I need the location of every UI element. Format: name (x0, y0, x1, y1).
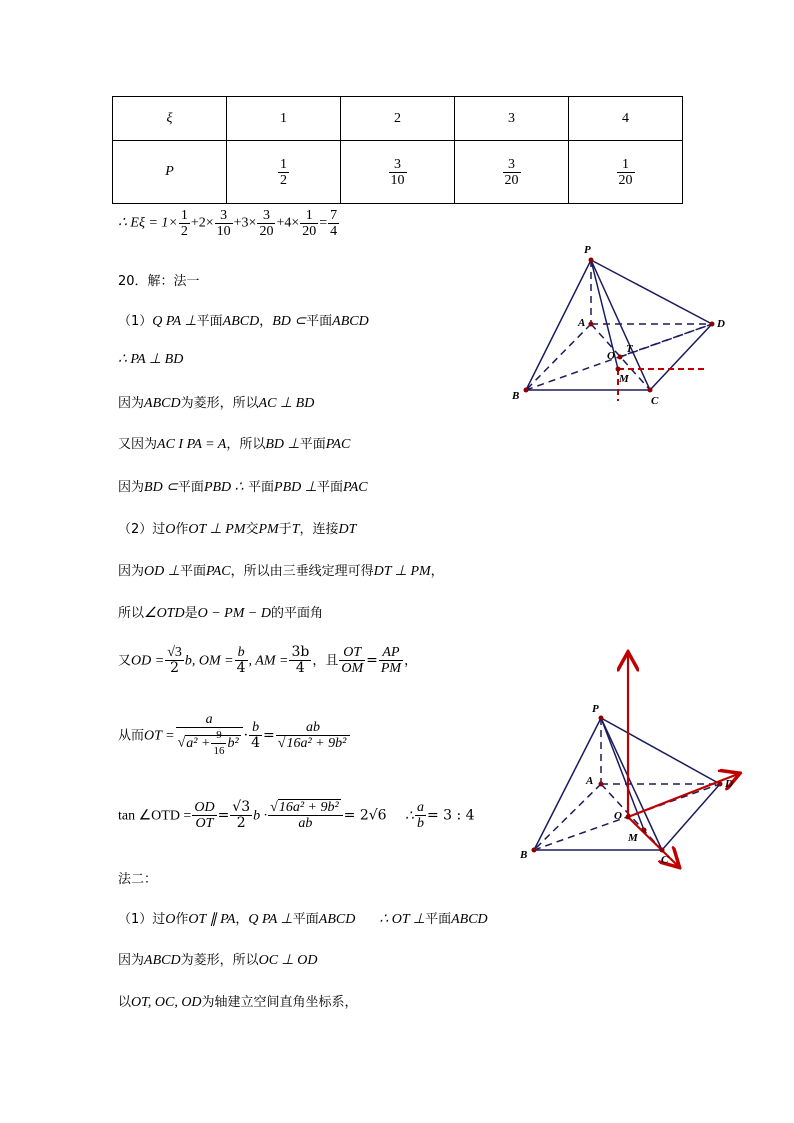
fraction: $\frac{3}{10}$ (390, 156, 405, 188)
table-cell (113, 141, 227, 204)
point-O (626, 815, 631, 820)
point-O (618, 355, 623, 360)
point-D (710, 322, 715, 327)
value-cell: 1 (280, 110, 287, 126)
label-O: O (614, 810, 622, 822)
label-M: M (619, 373, 629, 385)
method2-line1: （1）过O作OT ∥ PA，Q PA ⊥平面ABCD ∴ OT ⊥平面ABCD (118, 912, 488, 927)
part1-line2: ∴ PA ⊥ BD (118, 352, 184, 367)
point-B (532, 848, 537, 853)
fraction: $\frac{3}{20}$ (504, 156, 519, 188)
edge-PC (591, 260, 650, 390)
method2-header: 法二： (118, 872, 158, 887)
label-B: B (512, 390, 520, 402)
label-M: M (628, 832, 638, 844)
part1-line3: 因为ABCD为菱形，所以AC ⊥ BD (118, 396, 315, 411)
table-cell (569, 97, 683, 141)
part2-line3: 所以∠OTD是O − PM − D的平面角 (118, 606, 323, 621)
fraction: $\frac{1}{20}$ (618, 156, 633, 188)
point-M (642, 828, 647, 833)
expectation-formula: ∴ Eξ = 1× $\frac{1}{2}$ +2× $\frac{3}{10}$ +3× $\frac{3}{20}$ +4× $\frac{1}{20}$ = $\frac{7}{4}$ (118, 208, 338, 239)
table-cell (455, 97, 569, 141)
label-D: D (725, 778, 733, 790)
edge-AB (526, 324, 591, 390)
point-P (589, 258, 594, 263)
pyramid-figure-1 (500, 236, 730, 416)
table-cell (227, 141, 341, 204)
point-P (599, 716, 604, 721)
part2-line1: （2）过O作OT ⊥ PM交PM于T，连接DT (118, 522, 357, 537)
pyramid-figure-2 (506, 642, 746, 874)
table-row (113, 141, 683, 204)
part2-line5: 从而OT = a √a² + $\frac{9}{16}$ b² · $\frac{b}{4}$ = $\frac{ab}{\text{√16a² + 9b²}}$ (118, 712, 351, 759)
p-header: P (165, 164, 174, 179)
table-cell (227, 97, 341, 141)
distribution-table (112, 96, 683, 204)
label-A: A (586, 775, 594, 787)
point-A (589, 322, 594, 327)
table-cell (341, 141, 455, 204)
part2-line6: tan ∠OTD = $\frac{OD}{OT}$ = $\frac{√3}{2}$ b · $\frac{\text{√16a² + 9b²}}{ab}$ = 2√6 ∴ $\frac{a}{b}$ = 3 : 4 (118, 799, 475, 831)
label-D: D (717, 318, 725, 330)
table-cell (455, 141, 569, 204)
label-C: C (651, 395, 659, 407)
part1-line4: 又因为AC I PA = A，所以BD ⊥平面PAC (118, 437, 351, 452)
part1-line1: （1）Q PA ⊥平面ABCD，BD ⊂平面ABCD (118, 314, 369, 329)
edge-AB (534, 784, 601, 850)
edge-CD (662, 784, 720, 850)
method2-line2: 因为ABCD为菱形，所以OC ⊥ OD (118, 953, 318, 968)
point-A (599, 782, 604, 787)
problem-20-header: 20．解：法一 (118, 274, 200, 289)
part2-line4: 又OD = $\frac{√3}{2}$ b, OM = $\frac{b}{4}$ , AM = $\frac{3b}{4}$ ，且 $\frac{OT}{OM}$ = $\frac{AP}{PM}$ ， (118, 644, 418, 676)
point-C (660, 848, 665, 853)
label-B: B (520, 849, 528, 861)
point-M (616, 367, 621, 372)
label-T: T (626, 343, 633, 355)
table-cell (113, 97, 227, 141)
value-cell: 3 (508, 110, 515, 126)
table-cell (341, 97, 455, 141)
edge-PD (601, 718, 720, 784)
value-cell: 4 (622, 110, 629, 126)
edge-PD (591, 260, 712, 324)
edge-CD (650, 324, 712, 390)
label-P: P (592, 703, 599, 715)
label-C: C (661, 854, 669, 866)
label-O: O (607, 350, 615, 362)
method2-line3: 以OT, OC, OD为轴建立空间直角坐标系， (118, 995, 358, 1010)
part1-line5: 因为BD ⊂平面PBD ∴ 平面PBD ⊥平面PAC (118, 480, 368, 495)
label-A: A (578, 317, 586, 329)
value-cell: 2 (394, 110, 401, 126)
label-P: P (584, 244, 591, 256)
xi-header: ξ (166, 110, 173, 126)
table-row (113, 97, 683, 141)
point-B (524, 388, 529, 393)
part2-line2: 因为OD ⊥平面PAC，所以由三垂线定理可得DT ⊥ PM， (118, 564, 444, 579)
axis-OD-arrow (628, 774, 738, 817)
point-D (718, 782, 723, 787)
table-cell (569, 141, 683, 204)
fraction: $\frac{1}{2}$ (280, 156, 287, 188)
point-C (648, 388, 653, 393)
